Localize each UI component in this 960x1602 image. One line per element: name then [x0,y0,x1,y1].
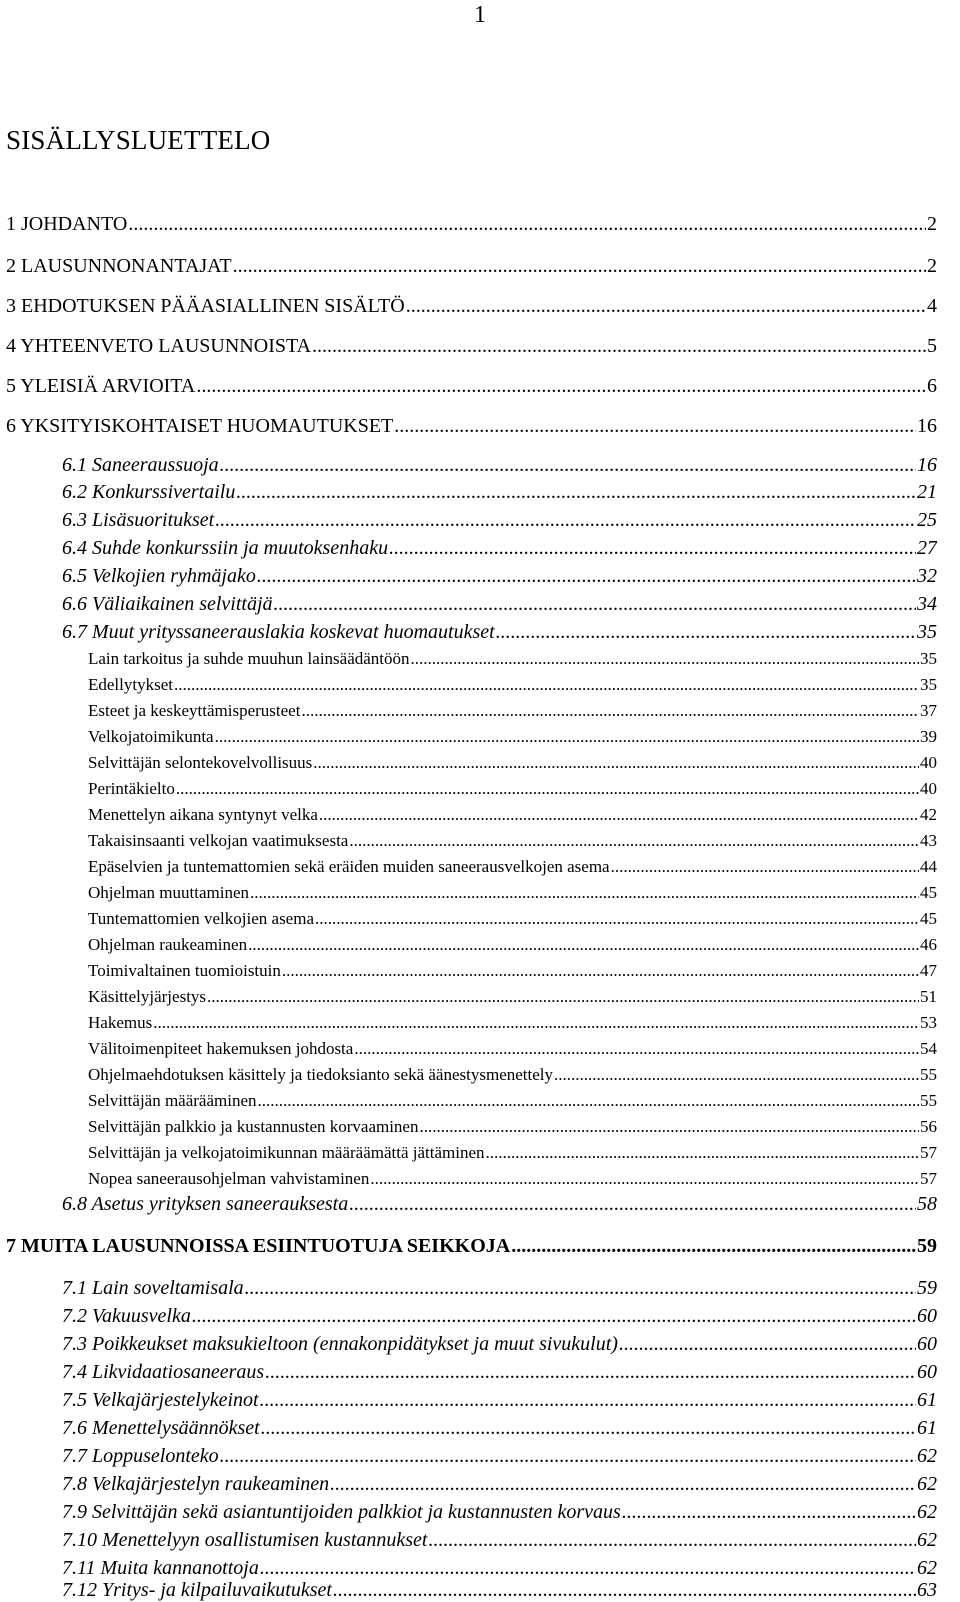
dot-leader [282,960,919,981]
toc-entry-section-7-4[interactable] [62,1360,937,1384]
dot-leader [215,508,916,532]
toc-entry-label: Lain tarkoitus ja suhde muuhun lainsäädäntöön [88,649,410,668]
toc-entry-label: Selvittäjän ja velkojatoimikunnan määräämättä jättäminen [88,1143,485,1162]
toc-entry-subsection[interactable] [88,804,937,825]
dot-leader [196,374,926,398]
toc-entry-section-7-8[interactable] [62,1472,937,1496]
dot-leader [233,254,926,278]
toc-entry-section-6-4[interactable] [62,536,937,560]
dot-leader [207,986,919,1007]
dot-leader [389,536,916,560]
toc-entry-page: 43 [920,831,937,850]
toc-entry-section-6-5[interactable] [62,564,937,588]
dot-leader [370,1168,919,1189]
toc-entry-section-6-2[interactable] [62,480,937,504]
dot-leader [349,1192,916,1216]
toc-entry-label: Perintäkielto [88,779,175,798]
toc-entry-subsection[interactable] [88,726,937,747]
dot-leader [265,1360,916,1384]
toc-entry-page: 61 [917,1417,937,1439]
toc-entry-subsection[interactable] [88,1090,937,1111]
toc-entry-label: 7.3 Poikkeukset maksukieltoon (ennakonpidätykset ja muut sivukulut) [62,1333,618,1355]
dot-leader [192,1304,916,1328]
toc-entry-subsection[interactable] [88,700,937,721]
toc-entry-label: Selvittäjän määrääminen [88,1091,257,1110]
dot-leader [220,453,916,477]
dot-leader [622,1500,916,1524]
toc-entry-label: Velkojatoimikunta [88,727,214,746]
toc-entry-subsection[interactable] [88,674,937,695]
toc-entry-section-6-7[interactable] [62,620,937,644]
toc-entry-page: 60 [917,1333,937,1355]
dot-leader [315,908,919,929]
toc-entry-subsection[interactable] [88,1116,937,1137]
toc-entry-subsection[interactable] [88,830,937,851]
toc-entry-chapter-1[interactable] [6,212,937,236]
toc-entry-page: 2 [927,255,937,277]
dot-leader [333,1578,916,1602]
dot-leader [248,934,919,955]
toc-entry-section-7-10[interactable] [62,1528,937,1552]
toc-entry-label: 7.1 Lain soveltamisala [62,1277,244,1299]
toc-entry-label: Hakemus [88,1013,153,1032]
toc-entry-label: 7.7 Loppuselonteko [62,1445,219,1467]
toc-entry-subsection[interactable] [88,934,937,955]
toc-entry-label: Selvittäjän selontekovelvollisuus [88,753,313,772]
toc-entry-label: 7.6 Menettelysäännökset [62,1417,260,1439]
toc-entry-page: 54 [920,1039,937,1058]
toc-entry-label: 4 YHTEENVETO LAUSUNNOISTA [6,335,312,357]
toc-entry-label: 7.12 Yritys- ja kilpailuvaikutukset [62,1579,332,1601]
dot-leader [274,592,916,616]
dot-leader [312,334,926,358]
toc-entry-page: 61 [917,1389,937,1411]
toc-entry-page: 57 [920,1143,937,1162]
toc-entry-label: Käsittelyjärjestys [88,987,207,1006]
toc-entry-page: 44 [920,857,937,876]
toc-entry-section-7-3[interactable] [62,1332,937,1356]
dot-leader [406,294,926,318]
toc-entry-subsection[interactable] [88,856,937,877]
toc-entry-label: 7.10 Menettelyyn osallistumisen kustannukset [62,1529,428,1551]
toc-entry-label: Toimivaltainen tuomioistuin [88,961,281,980]
toc-entry-page: 40 [920,779,937,798]
toc-entry-label: 6.8 Asetus yrityksen saneerauksesta [62,1193,349,1215]
toc-entry-page: 57 [920,1169,937,1188]
dot-leader [319,804,919,825]
dot-leader [428,1528,916,1552]
toc-entry-subsection[interactable] [88,986,937,1007]
toc-entry-page: 25 [917,509,937,531]
toc-entry-label: 6.2 Konkurssivertailu [62,481,236,503]
toc-entry-section-7-12[interactable] [62,1578,937,1602]
dot-leader [301,700,919,721]
toc-entry-section-7-5[interactable] [62,1388,937,1412]
dot-leader [411,648,919,669]
toc-entry-subsection[interactable] [88,1142,937,1163]
toc-entry-page: 32 [917,565,937,587]
toc-entry-subsection[interactable] [88,648,937,669]
toc-entry-label: Selvittäjän palkkio ja kustannusten korvaaminen [88,1117,419,1136]
toc-entry-section-6-1[interactable] [62,453,937,477]
toc-entry-section-7-2[interactable] [62,1304,937,1328]
toc-entry-label: Menettelyn aikana syntynyt velka [88,805,318,824]
toc-entry-page: 34 [917,593,937,615]
toc-entry-page: 2 [927,213,937,235]
toc-entry-page: 60 [917,1305,937,1327]
dot-leader [419,1116,919,1137]
dot-leader [394,414,916,438]
toc-entry-label: 6 YKSITYISKOHTAISET HUOMAUTUKSET [6,415,394,437]
dot-leader [258,1090,919,1111]
dot-leader [330,1472,916,1496]
toc-entry-label: 1 JOHDANTO [6,213,128,235]
toc-entry-page: 46 [920,935,937,954]
toc-entry-label: 6.3 Lisäsuoritukset [62,509,215,531]
toc-entry-label: 6.5 Velkojien ryhmäjako [62,565,256,587]
toc-entry-page: 37 [920,701,937,720]
toc-entry-subsection[interactable] [88,1168,937,1189]
toc-entry-section-7-7[interactable] [62,1444,937,1468]
dot-leader [236,480,916,504]
toc-entry-page: 53 [920,1013,937,1032]
toc-entry-label: Epäselvien ja tuntemattomien sekä eräiden muiden saneerausvelkojen asema [88,857,610,876]
toc-entry-label: Takaisinsaanti velkojan vaatimuksesta [88,831,349,850]
toc-entry-label: 7.2 Vakuusvelka [62,1305,191,1327]
toc-entry-page: 35 [920,649,937,668]
dot-leader [153,1012,919,1033]
toc-entry-label: Välitoimenpiteet hakemuksen johdosta [88,1039,354,1058]
toc-entry-page: 47 [920,961,937,980]
toc-entry-label: Esteet ja keskeyttämisperusteet [88,701,301,720]
toc-entry-label: Ohjelman raukeaminen [88,935,248,954]
dot-leader [496,620,916,644]
toc-entry-label: 7.8 Velkajärjestelyn raukeaminen [62,1473,330,1495]
toc-entry-section-7-6[interactable] [62,1416,937,1440]
toc-entry-label: Ohjelmaehdotuksen käsittely ja tiedoksianto sekä äänestysmenettely [88,1065,554,1084]
toc-entry-chapter-3[interactable] [6,294,937,318]
toc-entry-subsection[interactable] [88,960,937,981]
toc-entry-label: 7.4 Likvidaatiosaneeraus [62,1361,265,1383]
dot-leader [619,1332,916,1356]
dot-leader [215,726,919,747]
toc-entry-label: 6.7 Muut yrityssaneerauslakia koskevat huomautukset [62,621,495,643]
dot-leader [250,882,919,903]
toc-entry-chapter-6[interactable] [6,414,937,438]
toc-entry-page: 55 [920,1065,937,1084]
dot-leader [128,212,926,236]
toc-entry-section-7-11[interactable] [62,1556,937,1580]
dot-leader [486,1142,919,1163]
toc-entry-page: 4 [927,295,937,317]
toc-entry-page: 62 [917,1529,937,1551]
toc-entry-page: 60 [917,1361,937,1383]
toc-entry-label: 7.9 Selvittäjän sekä asiantuntijoiden palkkiot ja kustannusten korvaus [62,1501,621,1523]
toc-entry-label: 2 LAUSUNNONANTAJAT [6,255,232,277]
toc-entry-page: 45 [920,883,937,902]
toc-entry-page: 62 [917,1445,937,1467]
toc-entry-page: 58 [917,1193,937,1215]
toc-entry-label: Nopea saneerausohjelman vahvistaminen [88,1169,370,1188]
toc-entry-label: 7.5 Velkajärjestelykeinot [62,1389,259,1411]
toc-entry-label: 7 MUITA LAUSUNNOISSA ESIINTUOTUJA SEIKKOJA [6,1235,511,1257]
toc-entry-subsection[interactable] [88,882,937,903]
toc-entry-chapter-2[interactable] [6,254,937,278]
toc-entry-subsection[interactable] [88,752,937,773]
page-number: 1 [474,2,486,28]
toc-entry-chapter-5[interactable] [6,374,937,398]
toc-entry-page: 6 [927,375,937,397]
toc-entry-section-7-1[interactable] [62,1276,937,1300]
dot-leader [174,674,919,695]
dot-leader [176,778,919,799]
toc-entry-subsection[interactable] [88,1064,937,1085]
toc-entry-label: Tuntemattomien velkojien asema [88,909,314,928]
toc-entry-page: 56 [920,1117,937,1136]
dot-leader [260,1388,916,1412]
toc-entry-chapter-7[interactable] [6,1234,937,1258]
toc-entry-section-6-6[interactable] [62,592,937,616]
toc-entry-label: 7.11 Muita kannanottoja [62,1557,259,1579]
toc-entry-subsection[interactable] [88,1038,937,1059]
toc-entry-section-7-9[interactable] [62,1500,937,1524]
dot-leader [511,1234,916,1258]
toc-entry-section-6-3[interactable] [62,508,937,532]
dot-leader [261,1416,916,1440]
toc-entry-subsection[interactable] [88,778,937,799]
toc-entry-label: 3 EHDOTUKSEN PÄÄASIALLINEN SISÄLTÖ [6,295,405,317]
toc-entry-label: 5 YLEISIÄ ARVIOITA [6,375,196,397]
toc-entry-page: 35 [920,675,937,694]
toc-entry-page: 21 [917,481,937,503]
toc-entry-page: 27 [917,537,937,559]
toc-entry-subsection[interactable] [88,908,937,929]
dot-leader [260,1556,916,1580]
dot-leader [349,830,919,851]
toc-entry-section-6-8[interactable] [62,1192,937,1216]
toc-entry-page: 35 [917,621,937,643]
toc-entry-label: Edellytykset [88,675,173,694]
toc-entry-label: 6.6 Väliaikainen selvittäjä [62,593,273,615]
toc-entry-page: 16 [917,454,937,476]
toc-entry-label: Ohjelman muuttaminen [88,883,249,902]
toc-entry-label: 6.1 Saneeraussuoja [62,454,219,476]
toc-entry-page: 63 [917,1579,937,1601]
dot-leader [220,1444,916,1468]
toc-entry-page: 40 [920,753,937,772]
dot-leader [245,1276,916,1300]
toc-entry-page: 39 [920,727,937,746]
toc-entry-page: 55 [920,1091,937,1110]
toc-entry-page: 62 [917,1473,937,1495]
toc-entry-page: 5 [927,335,937,357]
dot-leader [354,1038,919,1059]
dot-leader [554,1064,919,1085]
toc-entry-subsection[interactable] [88,1012,937,1033]
toc-title: SISÄLLYSLUETTELO [6,125,271,155]
toc-entry-page: 42 [920,805,937,824]
toc-entry-page: 59 [917,1277,937,1299]
dot-leader [611,856,919,877]
toc-entry-label: 6.4 Suhde konkurssiin ja muutoksenhaku [62,537,389,559]
toc-entry-page: 51 [920,987,937,1006]
toc-entry-page: 16 [917,415,937,437]
toc-entry-page: 62 [917,1501,937,1523]
toc-entry-page: 62 [917,1557,937,1579]
toc-entry-page: 45 [920,909,937,928]
dot-leader [257,564,916,588]
toc-entry-page: 59 [917,1235,937,1257]
dot-leader [313,752,919,773]
toc-entry-chapter-4[interactable] [6,334,937,358]
